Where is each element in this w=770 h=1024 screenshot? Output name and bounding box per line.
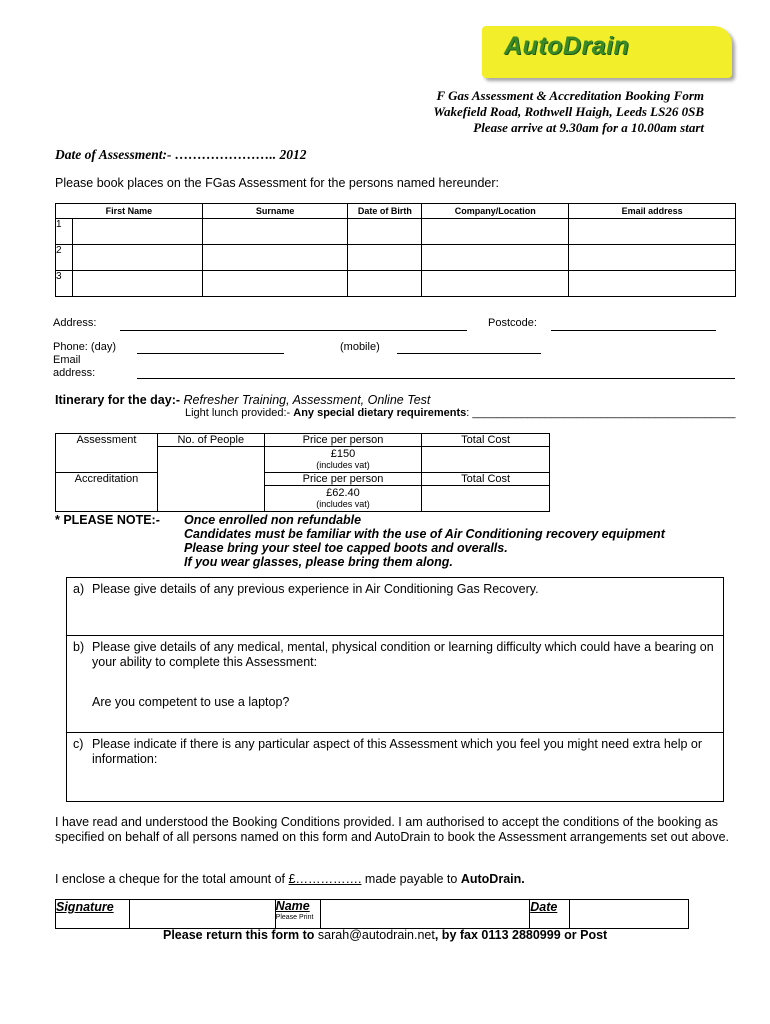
autodrain-logo xyxy=(482,26,732,78)
table-row xyxy=(56,271,736,297)
question-c[interactable]: c) Please indicate if there is any particular aspect of this Assessment which you feel you might need extra help or information: xyxy=(67,733,723,801)
accreditation-label: Accreditation xyxy=(56,473,158,512)
dob-cell[interactable] xyxy=(348,271,422,297)
form-header xyxy=(433,88,704,136)
intro-text: Please book places on the FGas Assessment for the persons named hereunder: xyxy=(55,176,500,190)
accreditation-total-cell[interactable] xyxy=(422,486,550,512)
name-label-cell xyxy=(275,900,320,929)
name-label: Name xyxy=(275,899,310,913)
company-cell[interactable] xyxy=(422,271,569,297)
email-field[interactable] xyxy=(137,378,735,379)
assessment-total-label: Total Cost xyxy=(422,434,550,447)
signature-field[interactable] xyxy=(129,900,275,929)
cheque-amount[interactable]: £……………. xyxy=(288,872,362,886)
question-a-text: Please give details of any previous experience in Air Conditioning Gas Recovery. xyxy=(92,582,539,596)
logo-text: AutoDrain xyxy=(504,32,630,60)
row-number: 1 xyxy=(56,219,73,245)
email-cell[interactable] xyxy=(569,219,736,245)
date-label: Date xyxy=(530,900,570,929)
note-line: If you wear glasses, please bring them along. xyxy=(184,555,453,569)
accreditation-price: £62.40 (includes vat) xyxy=(264,486,422,512)
note-line: Candidates must be familiar with the use of Air Conditioning recovery equipment xyxy=(184,527,665,541)
row-number: 3 xyxy=(56,271,73,297)
first-name-cell[interactable] xyxy=(72,271,202,297)
questions-box xyxy=(66,577,724,802)
email-cell[interactable] xyxy=(569,245,736,271)
assessment-price: £150 (includes vat) xyxy=(264,447,422,473)
payee: AutoDrain. xyxy=(460,872,525,886)
question-b[interactable]: b) Please give details of any medical, mental, physical condition or learning difficulty which could have a bearing on your ability to complete this Assessment: Are you competent to use a laptop? xyxy=(67,636,723,733)
surname-cell[interactable] xyxy=(202,271,348,297)
surname-cell[interactable] xyxy=(202,219,348,245)
arrival-time: Please arrive at 9.30am for a 10.00am start xyxy=(473,120,704,135)
accreditation-price-label: Price per person xyxy=(264,473,422,486)
col-surname: Surname xyxy=(202,204,348,219)
note-line: Once enrolled non refundable xyxy=(184,513,362,527)
cheque-line: I enclose a cheque for the total amount of £……………. made payable to AutoDrain. xyxy=(55,872,525,886)
first-name-cell[interactable] xyxy=(72,219,202,245)
date-of-assessment: Date of Assessment:- ………………….. 2012 xyxy=(55,147,307,162)
col-date-of-birth: Date of Birth xyxy=(348,204,422,219)
company-cell[interactable] xyxy=(422,245,569,271)
people-label: No. of People xyxy=(157,434,264,447)
declaration-text: I have read and understood the Booking Conditions provided. I am authorised to accept the conditions of the booking as specified on behalf of all persons named on this form and AutoDrain to book the Assessment arrangements set out above. xyxy=(55,815,730,844)
name-field[interactable] xyxy=(320,900,530,929)
note-line: Please bring your steel toe capped boots and overalls. xyxy=(184,541,508,555)
date-field[interactable] xyxy=(570,900,689,929)
first-name-cell[interactable] xyxy=(72,245,202,271)
dob-cell[interactable] xyxy=(348,245,422,271)
email-cell[interactable] xyxy=(569,271,736,297)
company-cell[interactable] xyxy=(422,219,569,245)
itinerary-items: Refresher Training, Assessment, Online Test xyxy=(183,393,431,407)
question-a[interactable]: a) Please give details of any previous experience in Air Conditioning Gas Recovery. xyxy=(67,578,723,636)
dietary-requirements-field[interactable]: : ___________________________________________ xyxy=(466,407,736,419)
assessment-price-label: Price per person xyxy=(264,434,422,447)
itinerary xyxy=(55,393,430,407)
please-note-list xyxy=(184,513,665,569)
return-instructions: Please return this form to sarah@autodrain.net, by fax 0113 2880999 or Post xyxy=(163,928,608,942)
signature-table xyxy=(55,899,689,929)
laptop-question: Are you competent to use a laptop? xyxy=(92,695,290,709)
form-title: F Gas Assessment & Accreditation Booking Form xyxy=(436,88,704,103)
signature-label: Signature xyxy=(56,900,130,929)
table-row xyxy=(56,219,736,245)
mobile-label: (mobile) xyxy=(340,341,380,353)
please-print-label: Please Print xyxy=(275,914,314,921)
dob-cell[interactable] xyxy=(348,219,422,245)
table-header-row xyxy=(56,204,736,219)
mobile-field[interactable] xyxy=(397,353,541,354)
people-table xyxy=(55,203,736,297)
address-label: Address: xyxy=(53,317,97,329)
question-b-text: Please give details of any medical, mental, physical condition or learning difficulty which could have a bearing on your ability to complete this Assessment: xyxy=(92,640,714,669)
question-c-text: Please indicate if there is any particular aspect of this Assessment which you feel you might need extra help or information: xyxy=(92,737,703,766)
surname-cell[interactable] xyxy=(202,245,348,271)
accreditation-total-label: Total Cost xyxy=(422,473,550,486)
assessment-label: Assessment xyxy=(56,434,158,473)
phone-day-field[interactable] xyxy=(137,353,284,354)
itinerary-label: Itinerary for the day:- xyxy=(55,393,181,407)
postcode-label: Postcode: xyxy=(488,317,537,329)
return-email-link[interactable]: sarah@autodrain.net xyxy=(317,928,435,942)
phone-day-label: Phone: (day) xyxy=(53,341,116,353)
venue-address: Wakefield Road, Rothwell Haigh, Leeds LS26 0SB xyxy=(433,104,704,119)
address-field[interactable] xyxy=(120,330,467,331)
pricing-table xyxy=(55,433,550,512)
email-label: Email address: xyxy=(53,354,96,379)
assessment-total-cell[interactable] xyxy=(422,447,550,473)
lunch-line: Light lunch provided:- Any special dietary requirements: ___________________________________________ xyxy=(185,407,736,419)
table-row xyxy=(56,245,736,271)
please-note-label: * PLEASE NOTE:- xyxy=(55,513,160,527)
col-email-address: Email address xyxy=(569,204,736,219)
people-count-cell[interactable] xyxy=(157,447,264,512)
row-number: 2 xyxy=(56,245,73,271)
col-company-location: Company/Location xyxy=(422,204,569,219)
col-first-name: First Name xyxy=(56,204,203,219)
postcode-field[interactable] xyxy=(551,330,716,331)
